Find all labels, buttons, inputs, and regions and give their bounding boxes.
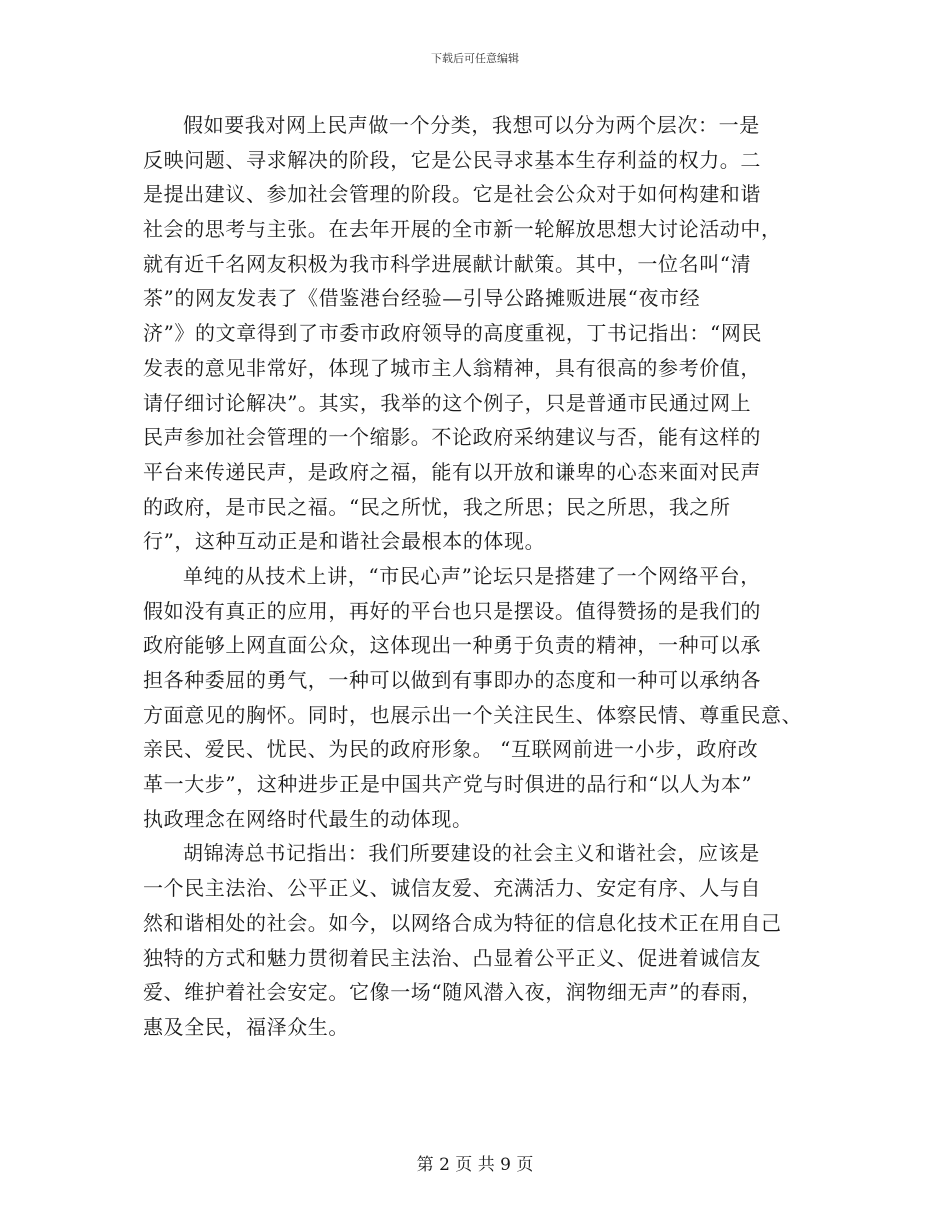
text-line: 发表的意见非常好，体现了城市主人翁精神，具有很高的参考价值，	[143, 355, 761, 380]
text-line: 然和谐相处的社会。如今，以网络合成为特征的信息化技术正在用自己	[143, 910, 782, 935]
text-line: 胡锦涛总书记指出：我们所要建设的社会主义和谐社会，应该是	[183, 841, 760, 866]
text-line: 独特的方式和魅力贯彻着民主法治、凸显着公平正义、促进着诚信友	[143, 945, 761, 970]
text-line: 假如要我对网上民声做一个分类，我想可以分为两个层次：一是	[183, 113, 760, 137]
text-line: 单纯的从技术上讲，“市民心声”论坛只是搭建了一个网络平台，	[183, 563, 761, 588]
text-line: 一个民主法治、公平正义、诚信友爱、充满活力、安定有序、人与自	[143, 876, 761, 901]
page-header-note: 下载后可任意编辑	[431, 52, 519, 65]
text-line: 方面意见的胸怀。同时，也展示出一个关注民生、体察民情、尊重民意、	[143, 702, 803, 727]
text-line: 担各种委屈的勇气，一种可以做到有事即办的态度和一种可以承纳各	[143, 668, 761, 692]
paragraph-3	[143, 836, 821, 1044]
text-line: 民声参加社会管理的一个缩影。不论政府采纳建议与否，能有这样的	[143, 425, 761, 450]
text-line: 惠及全民，福泽众生。	[143, 1014, 349, 1039]
text-line: 社会的思考与主张。在去年开展的全市新一轮解放思想大讨论活动中，	[143, 217, 782, 242]
text-line: 请仔细讨论解决”。其实，我举的这个例子，只是普通市民通过网上	[143, 390, 752, 415]
text-line: 茶”的网友发表了《借鉴港台经验—引导公路摊贩进展“夜市经	[143, 286, 701, 311]
page-number: 第 2 页 共 9 页	[416, 1155, 534, 1175]
text-line: 平台来传递民声，是政府之福，能有以开放和谦卑的心态来面对民声	[143, 459, 761, 484]
text-line: 的政府，是市民之福。“民之所忧，我之所思；民之所思，我之所	[143, 494, 731, 519]
paragraph-2	[143, 559, 821, 837]
text-line: 亲民、爱民、忧民、为民的政府形象。 “互联网前进一小步，政府改	[143, 737, 759, 762]
text-line: 执政理念在网络时代最生的动体现。	[143, 806, 473, 831]
text-line: 反映问题、寻求解决的阶段，它是公民寻求基本生存利益的权力。二	[143, 147, 761, 172]
text-line: 行”，这种互动正是和谐社会最根本的体现。	[143, 529, 546, 554]
text-line: 是提出建议、参加社会管理的阶段。它是社会公众对于如何构建和谐	[143, 182, 761, 207]
text-line: 就有近千名网友积极为我市科学进展献计献策。其中，一位名叫“清	[143, 251, 752, 276]
text-line: 假如没有真正的应用，再好的平台也只是摆设。值得赞扬的是我们的	[143, 598, 761, 623]
text-line: 革一大步”，这种进步正是中国共产党与时俱进的品行和“以人为本”	[143, 772, 753, 797]
document-body	[143, 108, 821, 1045]
text-line: 济”》的文章得到了市委市政府领导的高度重视，丁书记指出：“网民	[143, 321, 763, 346]
text-line: 爱、维护着社会安定。它像一场“随风潜入夜，润物细无声”的春雨，	[143, 980, 763, 1005]
text-line: 政府能够上网直面公众，这体现出一种勇于负责的精神，一种可以承	[143, 633, 761, 658]
paragraph-1	[143, 108, 821, 559]
